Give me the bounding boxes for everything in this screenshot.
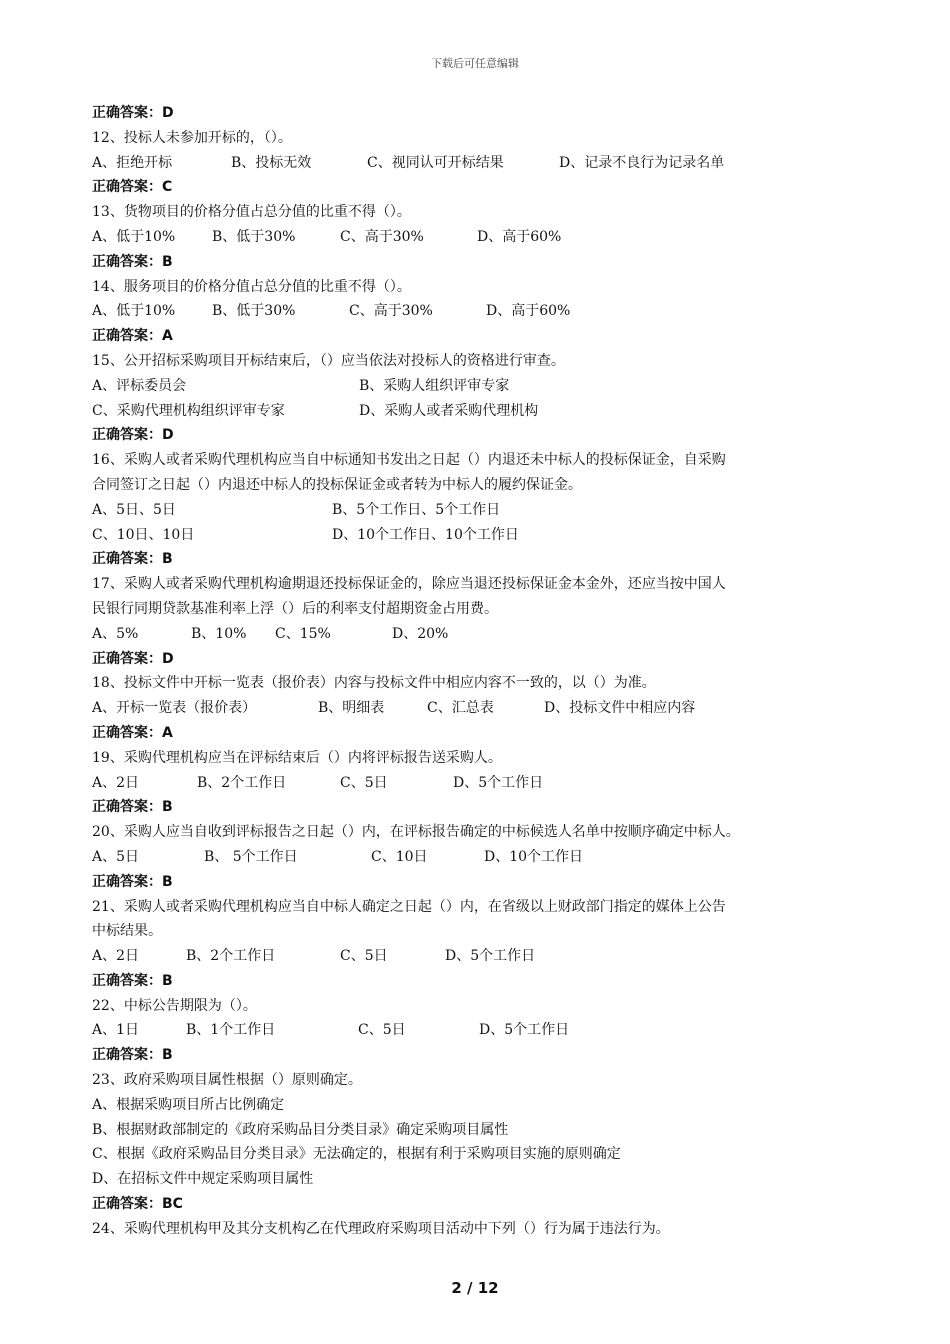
option-row [92, 498, 872, 523]
option-text: C、15% [275, 625, 331, 642]
option-row [92, 399, 872, 424]
correct-answer: 正确答案：BC [92, 1196, 183, 1213]
option-text: A、低于10% [92, 303, 176, 320]
option-text: D、5个工作日 [479, 1022, 570, 1039]
page-header: 下载后可任意编辑 [431, 57, 519, 70]
correct-answer: 正确答案：B [92, 972, 173, 989]
document-body [92, 101, 872, 1242]
option-text: D、10个工作日 [484, 848, 584, 865]
correct-answer: 正确答案：D [92, 105, 174, 121]
option-text: D、10个工作日、10个工作日 [332, 526, 519, 543]
question-text: 20、采购人应当自收到评标报告之日起（）内，在评标报告确定的中标候选人名单中按顺序确定中标人。 [92, 824, 740, 841]
correct-answer: 正确答案：B [92, 799, 173, 816]
option-row [92, 151, 872, 176]
question-text: 13、货物项目的价格分值占总分值的比重不得（）。 [92, 204, 411, 221]
question-text: 19、采购代理机构应当在评标结束后（）内将评标报告送采购人。 [92, 749, 502, 766]
option-row [92, 374, 872, 399]
option-text: C、采购代理机构组织评审专家 [92, 402, 285, 419]
option-text: A、5日 [92, 848, 140, 865]
option-text: A、开标一览表（报价表） [92, 700, 257, 717]
option-text: B、10% [191, 625, 247, 642]
option-text: C、5日 [340, 948, 388, 965]
option-text: B、2个工作日 [186, 948, 276, 965]
question-text: 21、采购人或者采购代理机构应当自中标人确定之日起（）内，在省级以上财政部门指定的媒体上公告 [92, 898, 726, 915]
correct-answer: 正确答案：D [92, 650, 174, 667]
option-text: A、1日 [92, 1022, 140, 1039]
question-text: 23、政府采购项目属性根据（）原则确定。 [92, 1072, 362, 1089]
correct-answer: 正确答案：B [92, 873, 173, 890]
option-text: D、采购人或者采购代理机构 [359, 402, 539, 419]
question-text: 中标结果。 [92, 923, 162, 940]
correct-answer: 正确答案：B [92, 551, 173, 568]
option-text: D、记录不良行为记录名单 [559, 154, 725, 171]
question-text: 14、服务项目的价格分值占总分值的比重不得（）。 [92, 278, 411, 295]
question-text: 合同签订之日起（）内退还中标人的投标保证金或者转为中标人的履约保证金。 [92, 476, 582, 493]
option-text: B、2个工作日 [197, 774, 287, 791]
question-text: A、根据采购项目所占比例确定 [92, 1096, 285, 1113]
option-text: C、10日 [371, 848, 428, 865]
option-text: B、低于30% [212, 303, 296, 320]
option-row [92, 299, 872, 324]
question-text: 12、投标人未参加开标的，（）。 [92, 129, 292, 146]
option-text: D、20% [392, 625, 449, 642]
option-text: A、5% [92, 625, 139, 642]
option-text: D、5个工作日 [453, 774, 544, 791]
option-text: C、视同认可开标结果 [367, 154, 504, 171]
option-text: A、2日 [92, 948, 140, 965]
option-text: B、投标无效 [231, 154, 312, 171]
question-text: 16、采购人或者采购代理机构应当自中标通知书发出之日起（）内退还未中标人的投标保证金，自采购 [92, 452, 726, 469]
option-row [92, 845, 872, 870]
option-row [92, 771, 872, 796]
correct-answer: 正确答案：C [92, 179, 173, 196]
option-text: A、评标委员会 [92, 377, 187, 394]
option-text: C、高于30% [349, 303, 433, 320]
option-text: B、低于30% [212, 228, 296, 245]
option-text: C、汇总表 [427, 700, 494, 717]
option-text: D、5个工作日 [445, 948, 536, 965]
option-text: C、高于30% [340, 228, 424, 245]
page-number: 2 / 12 [451, 1279, 499, 1297]
option-text: B、采购人组织评审专家 [359, 377, 510, 394]
option-text: C、5日 [358, 1022, 406, 1039]
question-text: 15、公开招标采购项目开标结束后，（）应当依法对投标人的资格进行审查。 [92, 352, 565, 369]
question-text: 民银行同期贷款基准利率上浮（）后的利率支付超期资金占用费。 [92, 600, 498, 617]
option-row [92, 523, 872, 548]
option-text: A、低于10% [92, 228, 176, 245]
correct-answer: 正确答案：B [92, 253, 173, 270]
question-text: B、根据财政部制定的《政府采购品目分类目录》确定采购项目属性 [92, 1121, 509, 1138]
option-text: A、2日 [92, 774, 140, 791]
option-row [92, 944, 872, 969]
question-text: 18、投标文件中开标一览表（报价表）内容与投标文件中相应内容不一致的，以（）为准。 [92, 675, 656, 692]
correct-answer: 正确答案：A [92, 328, 173, 345]
option-row [92, 225, 872, 250]
option-text: B、明细表 [318, 700, 385, 717]
option-text: D、高于60% [477, 228, 562, 245]
option-row [92, 622, 872, 647]
question-text: 17、采购人或者采购代理机构逾期退还投标保证金的，除应当退还投标保证金本金外，还应当按中国人 [92, 576, 726, 593]
option-text: C、10日、10日 [92, 526, 195, 543]
question-text: 24、采购代理机构甲及其分支机构乙在代理政府采购项目活动中下列（）行为属于违法行为。 [92, 1220, 670, 1237]
question-text: C、根据《政府采购品目分类目录》无法确定的，根据有利于采购项目实施的原则确定 [92, 1146, 621, 1163]
correct-answer: 正确答案：D [92, 427, 174, 444]
option-row [92, 1018, 872, 1043]
question-text: D、在招标文件中规定采购项目属性 [92, 1171, 314, 1188]
question-text: 22、中标公告期限为（）。 [92, 997, 257, 1014]
option-text: B、1个工作日 [186, 1022, 276, 1039]
option-text: C、5日 [340, 774, 388, 791]
option-text: D、投标文件中相应内容 [544, 700, 696, 717]
option-text: B、5个工作日、5个工作日 [332, 501, 501, 518]
correct-answer: 正确答案：A [92, 724, 173, 741]
option-row [92, 696, 872, 721]
option-text: A、拒绝开标 [92, 154, 173, 171]
correct-answer: 正确答案：B [92, 1047, 173, 1064]
option-text: B、 5个工作日 [204, 848, 298, 865]
option-text: D、高于60% [486, 303, 571, 320]
option-text: A、5日、5日 [92, 501, 176, 518]
